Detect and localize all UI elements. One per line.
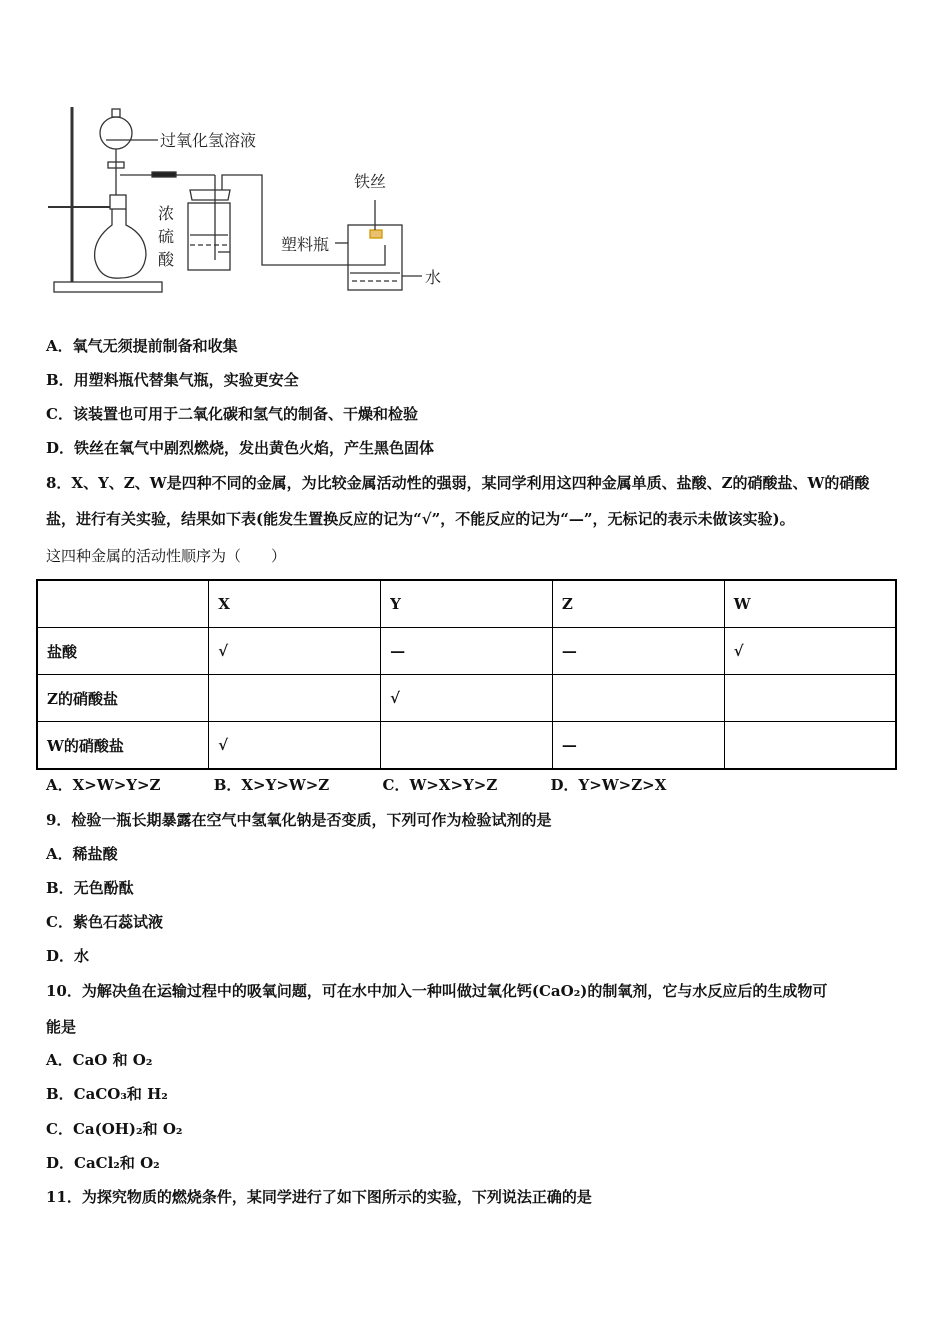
q7-option-b: B．用塑料瓶代替集气瓶，实验更安全 xyxy=(46,371,299,389)
q7-option-c: C．该装置也可用于二氧化碳和氢气的制备、干燥和检验 xyxy=(46,405,418,423)
q9-stem: 9．检验一瓶长期暴露在空气中氢氧化钠是否变质，下列可作为检验试剂的是 xyxy=(46,811,552,829)
label-acid-3: 酸 xyxy=(158,250,175,269)
table-row xyxy=(37,675,896,722)
q11-stem: 11．为探究物质的燃烧条件，某同学进行了如下图所示的实验，下列说法正确的是 xyxy=(46,1188,592,1206)
table-cell: √ xyxy=(381,675,553,722)
label-h2o2: 过氧化氢溶液 xyxy=(160,131,257,150)
table-header-row xyxy=(37,580,896,628)
table-cell xyxy=(724,722,896,770)
table-cell xyxy=(209,675,381,722)
label-plastic-bottle: 塑料瓶 xyxy=(281,235,330,254)
table-cell: √ xyxy=(724,628,896,675)
q7-option-a: A．氧气无须提前制备和收集 xyxy=(46,337,238,355)
q8-options xyxy=(46,775,714,795)
q10-option-a: A．CaO 和 O₂ xyxy=(46,1051,153,1069)
table-row xyxy=(37,628,896,675)
q8-stem-line1: 8．X、Y、Z、W是四种不同的金属，为比较金属活动性的强弱，某同学利用这四种金属单质、盐酸、Z的硝酸盐、W的硝酸 xyxy=(46,474,870,492)
table-cell: √ xyxy=(209,628,381,675)
q10-option-c: C．Ca(OH)₂和 O₂ xyxy=(46,1120,183,1138)
header-cell: Z xyxy=(552,580,724,628)
q9-option-b: B．无色酚酞 xyxy=(46,879,134,897)
table-cell: 盐酸 xyxy=(37,628,209,675)
q8-stem-line2: 盐，进行有关实验，结果如下表(能发生置换反应的记为“√”，不能反应的记为“—”，无标记的表示未做该实验)。 xyxy=(46,510,795,528)
table-cell: — xyxy=(552,628,724,675)
table-cell: — xyxy=(552,722,724,770)
q10-stem-line1: 10．为解决鱼在运输过程中的吸氧问题，可在水中加入一种叫做过氧化钙(CaO₂)的制氧剂，它与水反应后的生成物可 xyxy=(46,982,828,1000)
table-cell: W的硝酸盐 xyxy=(37,722,209,770)
label-iron-wire: 铁丝 xyxy=(354,172,387,191)
q8-option-d: D．Y>W>Z>X xyxy=(550,776,667,794)
header-cell xyxy=(37,580,209,628)
q8-results-table xyxy=(36,579,897,770)
table-cell: Z的硝酸盐 xyxy=(37,675,209,722)
label-acid-1: 浓 xyxy=(158,204,175,223)
header-cell: W xyxy=(724,580,896,628)
experiment-apparatus-diagram xyxy=(40,95,460,305)
q9-option-a: A．稀盐酸 xyxy=(46,845,118,863)
q8-stem-line3: 这四种金属的活动性顺序为（ ） xyxy=(46,547,287,565)
q10-stem-line2: 能是 xyxy=(46,1018,77,1036)
q7-option-d: D．铁丝在氧气中剧烈燃烧，发出黄色火焰，产生黑色固体 xyxy=(46,439,435,457)
q8-option-a: A．X>W>Y>Z xyxy=(46,776,161,794)
header-cell: Y xyxy=(381,580,553,628)
table-cell xyxy=(552,675,724,722)
q8-option-c: C．W>X>Y>Z xyxy=(382,776,498,794)
label-acid-2: 硫 xyxy=(158,227,175,246)
q10-option-d: D．CaCl₂和 O₂ xyxy=(46,1154,160,1172)
label-water: 水 xyxy=(425,268,442,287)
q9-option-c: C．紫色石蕊试液 xyxy=(46,913,163,931)
table-row xyxy=(37,722,896,770)
q8-option-b: B．X>Y>W>Z xyxy=(213,776,330,794)
q10-option-b: B．CaCO₃和 H₂ xyxy=(46,1085,168,1103)
table-cell: — xyxy=(381,628,553,675)
table-cell xyxy=(724,675,896,722)
table-cell: √ xyxy=(209,722,381,770)
table-cell xyxy=(381,722,553,770)
q9-option-d: D．水 xyxy=(46,947,90,965)
header-cell: X xyxy=(209,580,381,628)
